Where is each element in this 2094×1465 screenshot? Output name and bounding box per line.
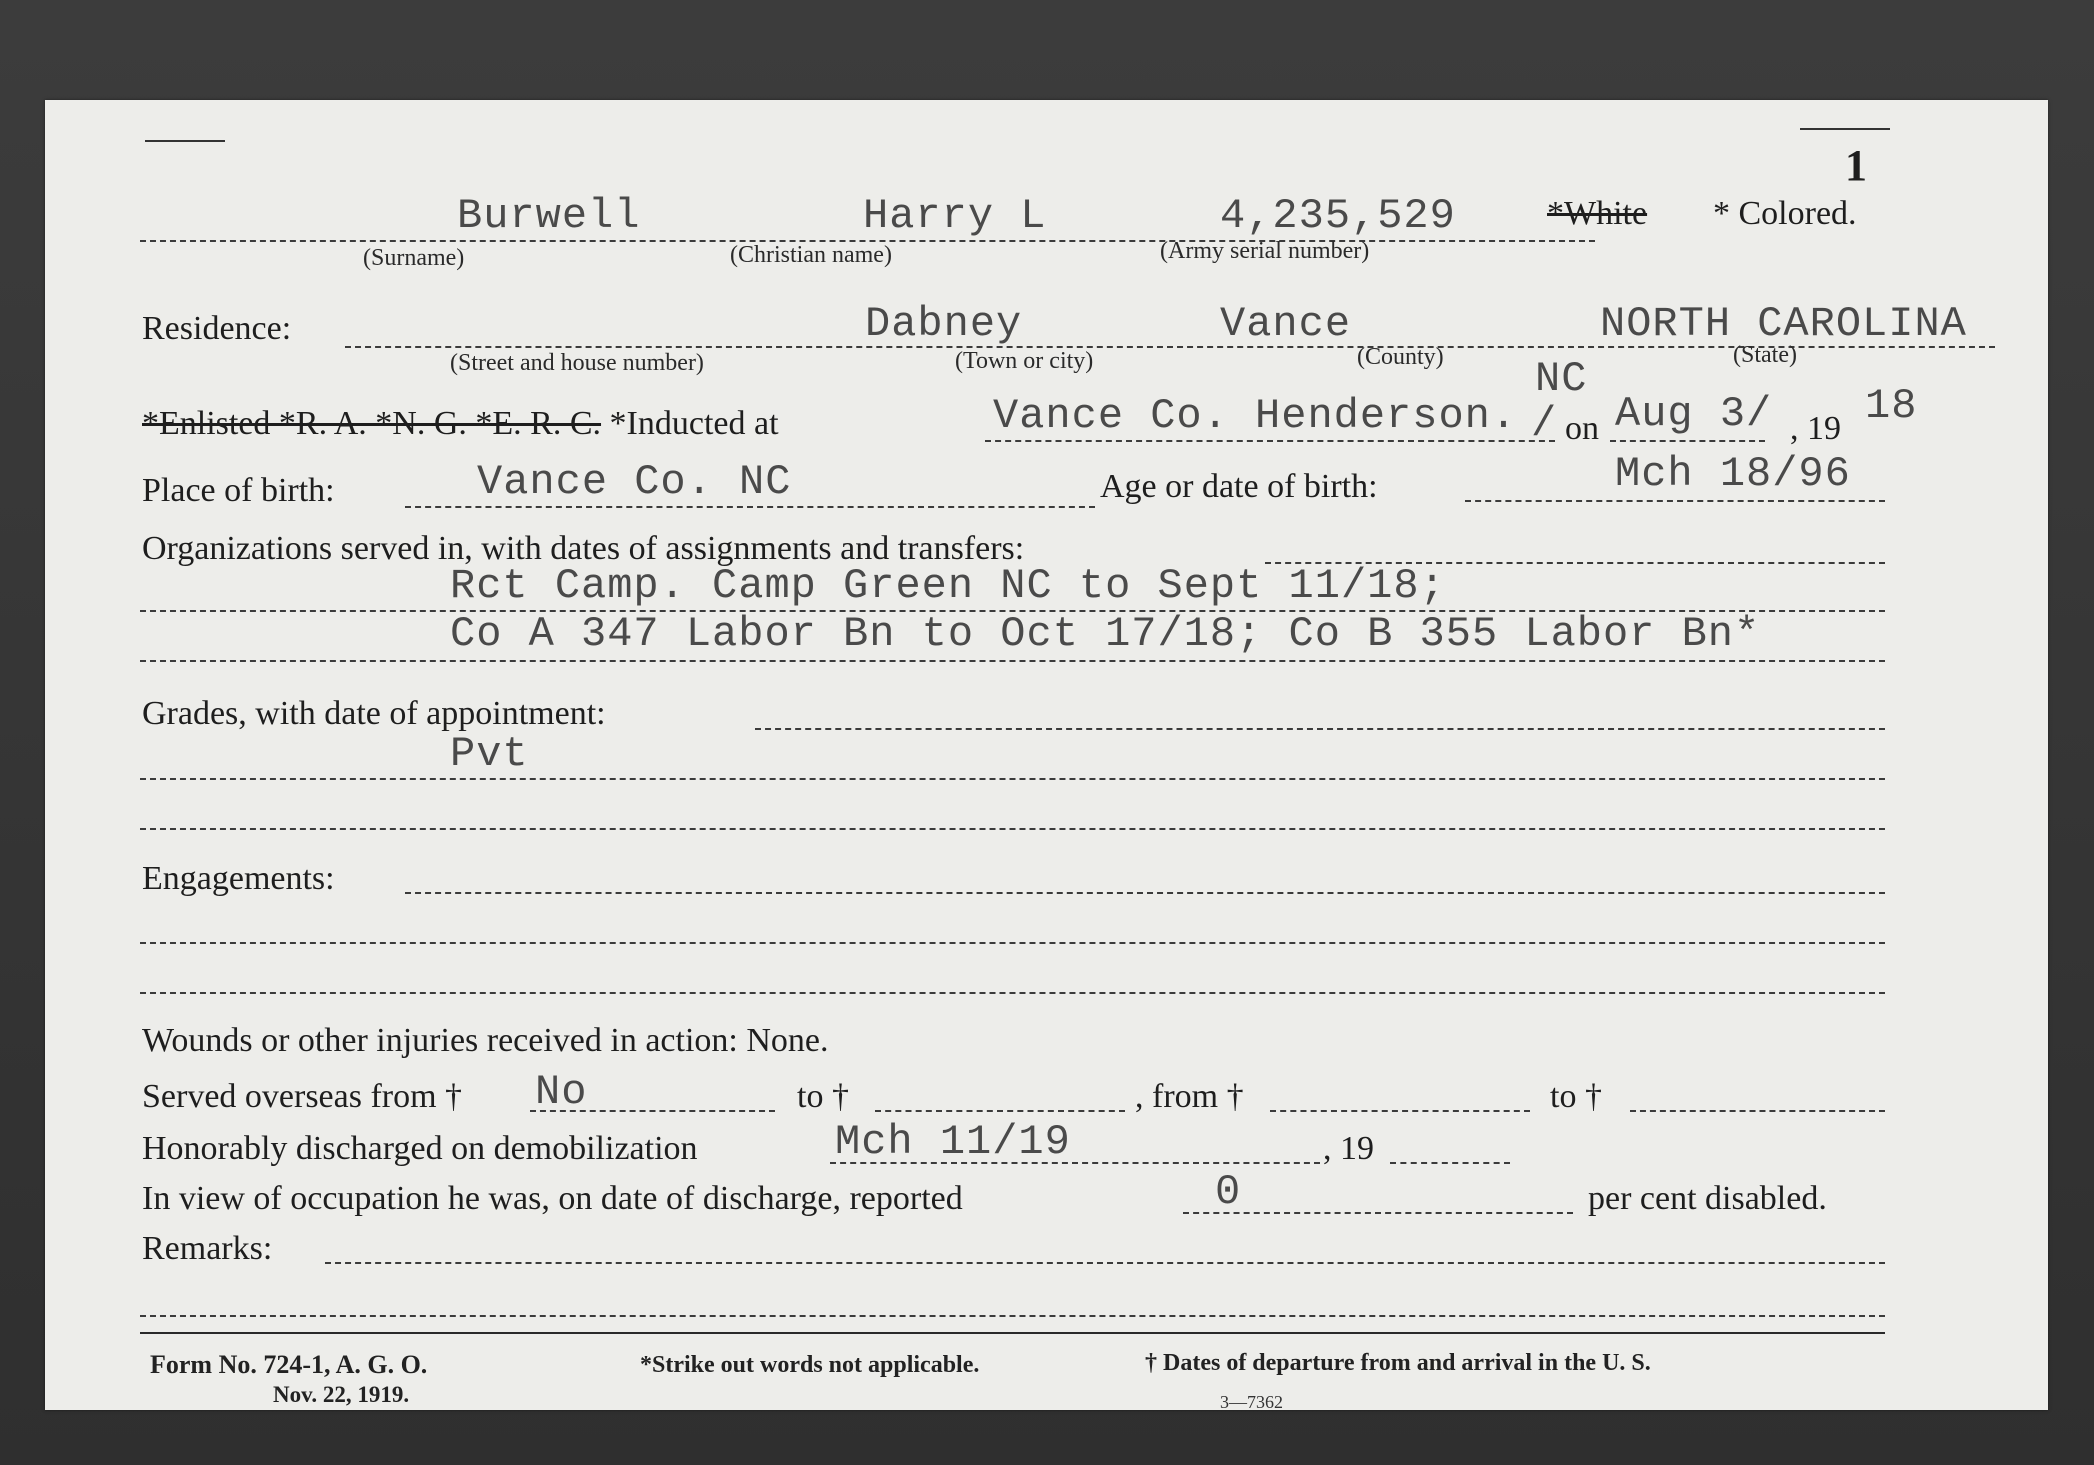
remarks-line-1: [325, 1262, 1885, 1264]
overseas-to-line: [875, 1110, 1125, 1112]
form-date: Nov. 22, 1919.: [273, 1382, 410, 1407]
engagements-line-3: [140, 992, 1885, 994]
strike-note: *Strike out words not applicable.: [640, 1352, 980, 1378]
place-of-birth-value: Vance Co. NC: [477, 458, 792, 506]
overseas-from2-line: [1270, 1110, 1530, 1112]
grades-label: Grades, with date of appointment:: [142, 695, 606, 732]
county-caption: (County): [1357, 344, 1444, 370]
inducted-slash: /: [1531, 400, 1558, 448]
induction-year-prefix: , 19: [1790, 410, 1841, 447]
enlistment-options: [142, 405, 779, 443]
town-caption: (Town or city): [955, 348, 1094, 374]
inducted-label: *Inducted at: [609, 405, 779, 442]
state-caption: (State): [1733, 342, 1797, 368]
place-of-birth-line: [405, 506, 1095, 508]
wounds-label: [142, 1022, 829, 1060]
service-record-card: [45, 100, 2048, 1410]
date-of-birth-label: Age or date of birth:: [1100, 468, 1378, 505]
overseas-to2-line: [1630, 1110, 1885, 1112]
disability-line: [1183, 1212, 1573, 1214]
date-of-birth-line: [1465, 500, 1885, 502]
induction-year-value: 18: [1865, 382, 1918, 430]
serial-caption: (Army serial number): [1160, 238, 1370, 264]
surname-value: Burwell: [457, 192, 641, 240]
induction-date-line: [1610, 440, 1765, 442]
card-number-rule: [1800, 128, 1890, 130]
on-label: on: [1565, 410, 1599, 447]
overseas-from2-label: , from †: [1135, 1078, 1244, 1115]
form-number: Form No. 724-1, A. G. O.: [150, 1350, 428, 1379]
discharge-label: Honorably discharged on demobilization: [142, 1130, 698, 1167]
organizations-value-1: Rct Camp. Camp Green NC to Sept 11/18;: [450, 562, 1446, 610]
county-value: Vance: [1220, 300, 1352, 348]
percent-disabled-label: per cent disabled.: [1588, 1180, 1827, 1217]
surname-caption: (Surname): [363, 245, 465, 271]
remarks-line-2: [140, 1315, 1885, 1317]
organizations-value-2: Co A 347 Labor Bn to Oct 17/18; Co B 355 Labor Bn*: [450, 610, 1761, 658]
christian-name-caption: (Christian name): [730, 242, 892, 268]
engagements-label: Engagements:: [142, 860, 335, 897]
discharge-year-prefix: , 19: [1323, 1130, 1374, 1167]
enlistment-struck-text: *Enlisted *R. A. *N. G. *E. R. C.: [142, 405, 602, 442]
card-number: 1: [1845, 141, 1867, 190]
residence-label: Residence:: [142, 310, 292, 347]
place-of-birth-label: Place of birth:: [142, 472, 335, 509]
grade-value: Pvt: [450, 730, 529, 778]
inducted-state-value: NC: [1535, 355, 1588, 403]
top-rule: [145, 140, 225, 142]
disability-value: 0: [1215, 1168, 1242, 1216]
discharge-year-line: [1390, 1162, 1510, 1164]
induction-date-value: Aug 3/: [1615, 390, 1773, 438]
engagements-line-2: [140, 942, 1885, 944]
inducted-line: [985, 440, 1555, 442]
state-value: NORTH CAROLINA: [1600, 300, 1967, 348]
town-value: Dabney: [865, 300, 1023, 348]
dates-note: † Dates of departure from and arrival in the U. S.: [1145, 1350, 1651, 1376]
race-white-option: [1547, 195, 1647, 233]
grades-line-3: [140, 828, 1885, 830]
inducted-place-value: Vance Co. Henderson.: [993, 392, 1518, 440]
grades-line-2: [140, 778, 1885, 780]
overseas-to2-label: to †: [1550, 1078, 1602, 1115]
race-white-text: *White: [1547, 195, 1648, 232]
engagements-line-1: [405, 892, 1885, 894]
footer-rule: [140, 1332, 1885, 1334]
race-colored-option: * Colored.: [1713, 195, 1857, 232]
overseas-to-label: to †: [797, 1078, 849, 1115]
street-caption: (Street and house number): [450, 350, 704, 376]
wounds-value: None.: [746, 1022, 829, 1059]
discharge-date-value: Mch 11/19: [835, 1118, 1071, 1166]
overseas-value: No: [535, 1068, 588, 1116]
occupation-label: In view of occupation he was, on date of discharge, reported: [142, 1180, 963, 1217]
date-of-birth-value: Mch 18/96: [1615, 450, 1851, 498]
christian-name-value: Harry L: [863, 192, 1047, 240]
overseas-label: Served overseas from †: [142, 1078, 463, 1115]
grades-line-1: [755, 728, 1885, 730]
wounds-label-text: Wounds or other injuries received in action:: [142, 1022, 738, 1059]
remarks-label: Remarks:: [142, 1230, 273, 1267]
serial-number-value: 4,235,529: [1220, 192, 1456, 240]
organizations-label: Organizations served in, with dates of assignments and transfers:: [142, 530, 1025, 567]
organizations-line-3: [140, 660, 1885, 662]
print-code: 3—7362: [1220, 1392, 1283, 1412]
